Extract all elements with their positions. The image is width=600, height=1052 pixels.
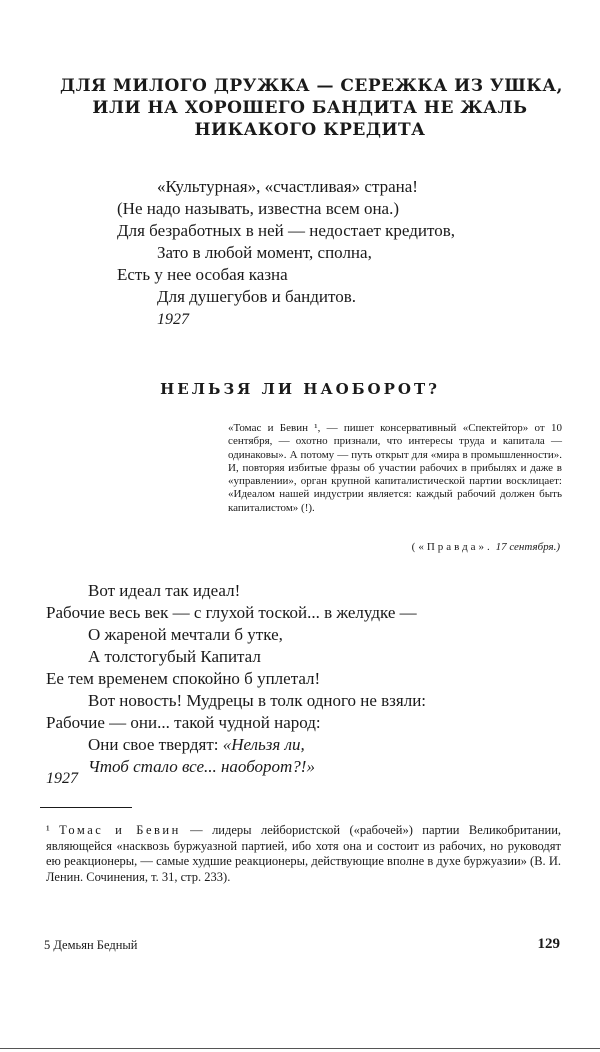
poem-line: А толстогубый Капитал (88, 647, 261, 666)
footnote-names: Томас и Бевин (59, 823, 181, 837)
footnote-divider (40, 807, 132, 808)
page-edge-line (0, 1048, 600, 1049)
poem2-body (46, 580, 426, 778)
footnote-text: — лидеры лейбористской («рабочей») партии Великобритании, являющейся «насквозь буржуазной партией, ибо хотя она и состоит из рабочих, но руководят ею реакционеры, — самые худшие реакционеры, действующие вполне в духе буржуазии» (В. И. Ленин. Сочинения, т. 31, стр. 233). (46, 823, 562, 884)
footnote-marker: ¹ (46, 823, 50, 837)
source-date: 17 сентября.) (495, 541, 560, 553)
poem1-year: 1927 (157, 311, 189, 328)
poem-line: Чтоб стало все... наоборот?!» (88, 757, 315, 776)
poem-line: Вот новость! Мудрецы в толк одного не взяли: (88, 691, 427, 710)
poem-line: Ее тем временем спокойно б уплетал! (46, 669, 321, 688)
poem-line: Для душегубов и бандитов. (157, 287, 356, 306)
poem-line (46, 734, 426, 756)
poem-line: Рабочие — они... такой чудной народ: (46, 713, 321, 732)
poem1-title (60, 75, 563, 141)
poem-line: Зато в любой момент, сполна, (157, 243, 372, 262)
page-number: 129 (537, 936, 560, 952)
poem-line: (Не надо называть, известна всем она.) (117, 199, 400, 218)
source-paper: («Правда». (411, 541, 493, 553)
poem1-title-line: ДЛЯ МИЛОГО ДРУЖКА — СЕРЕЖКА ИЗ УШКА, (60, 76, 563, 96)
poem2-year: 1927 (46, 770, 78, 787)
poem1-title-line: НИКАКОГО КРЕДИТА (194, 120, 426, 140)
poem-line-start: Они свое твердят: (88, 735, 223, 754)
poem2-title: НЕЛЬЗЯ ЛИ НАОБОРОТ? (160, 380, 440, 398)
footnote (46, 823, 561, 885)
poem-line: О жареной мечтали б утке, (88, 625, 283, 644)
epigraph-source (412, 541, 560, 553)
poem-line: Вот идеал так идеал! (88, 581, 241, 600)
poem-line: Есть у нее особая казна (117, 265, 288, 284)
footer-signature: 5 Демьян Бедный (44, 938, 138, 952)
poem1-body (117, 176, 455, 308)
poem2-epigraph: «Томас и Бевин ¹, — пишет консервативный «Спектейтор» от 10 сентября, — охотно признали, что интересы труда и капитала — одинаковы». А потому — путь открыт для «мира в промышленности». И, повторяя избитые фразы об участии рабочих в прибылях и даже в «управлении», орган крупной капиталистической партии восклицает: «Идеалом нашей индустрии является: каждый рабочий должен быть капиталистом» (!). (228, 422, 562, 514)
poem1-title-line: ИЛИ НА ХОРОШЕГО БАНДИТА НЕ ЖАЛЬ (92, 98, 528, 118)
poem-line: Для безработных в ней — недостает кредитов, (117, 221, 455, 240)
poem-line-italic: «Нельзя ли, (222, 735, 305, 754)
poem-line: Рабочие весь век — с глухой тоской... в желудке — (46, 603, 417, 622)
poem-line: «Культурная», «счастливая» страна! (157, 177, 418, 196)
